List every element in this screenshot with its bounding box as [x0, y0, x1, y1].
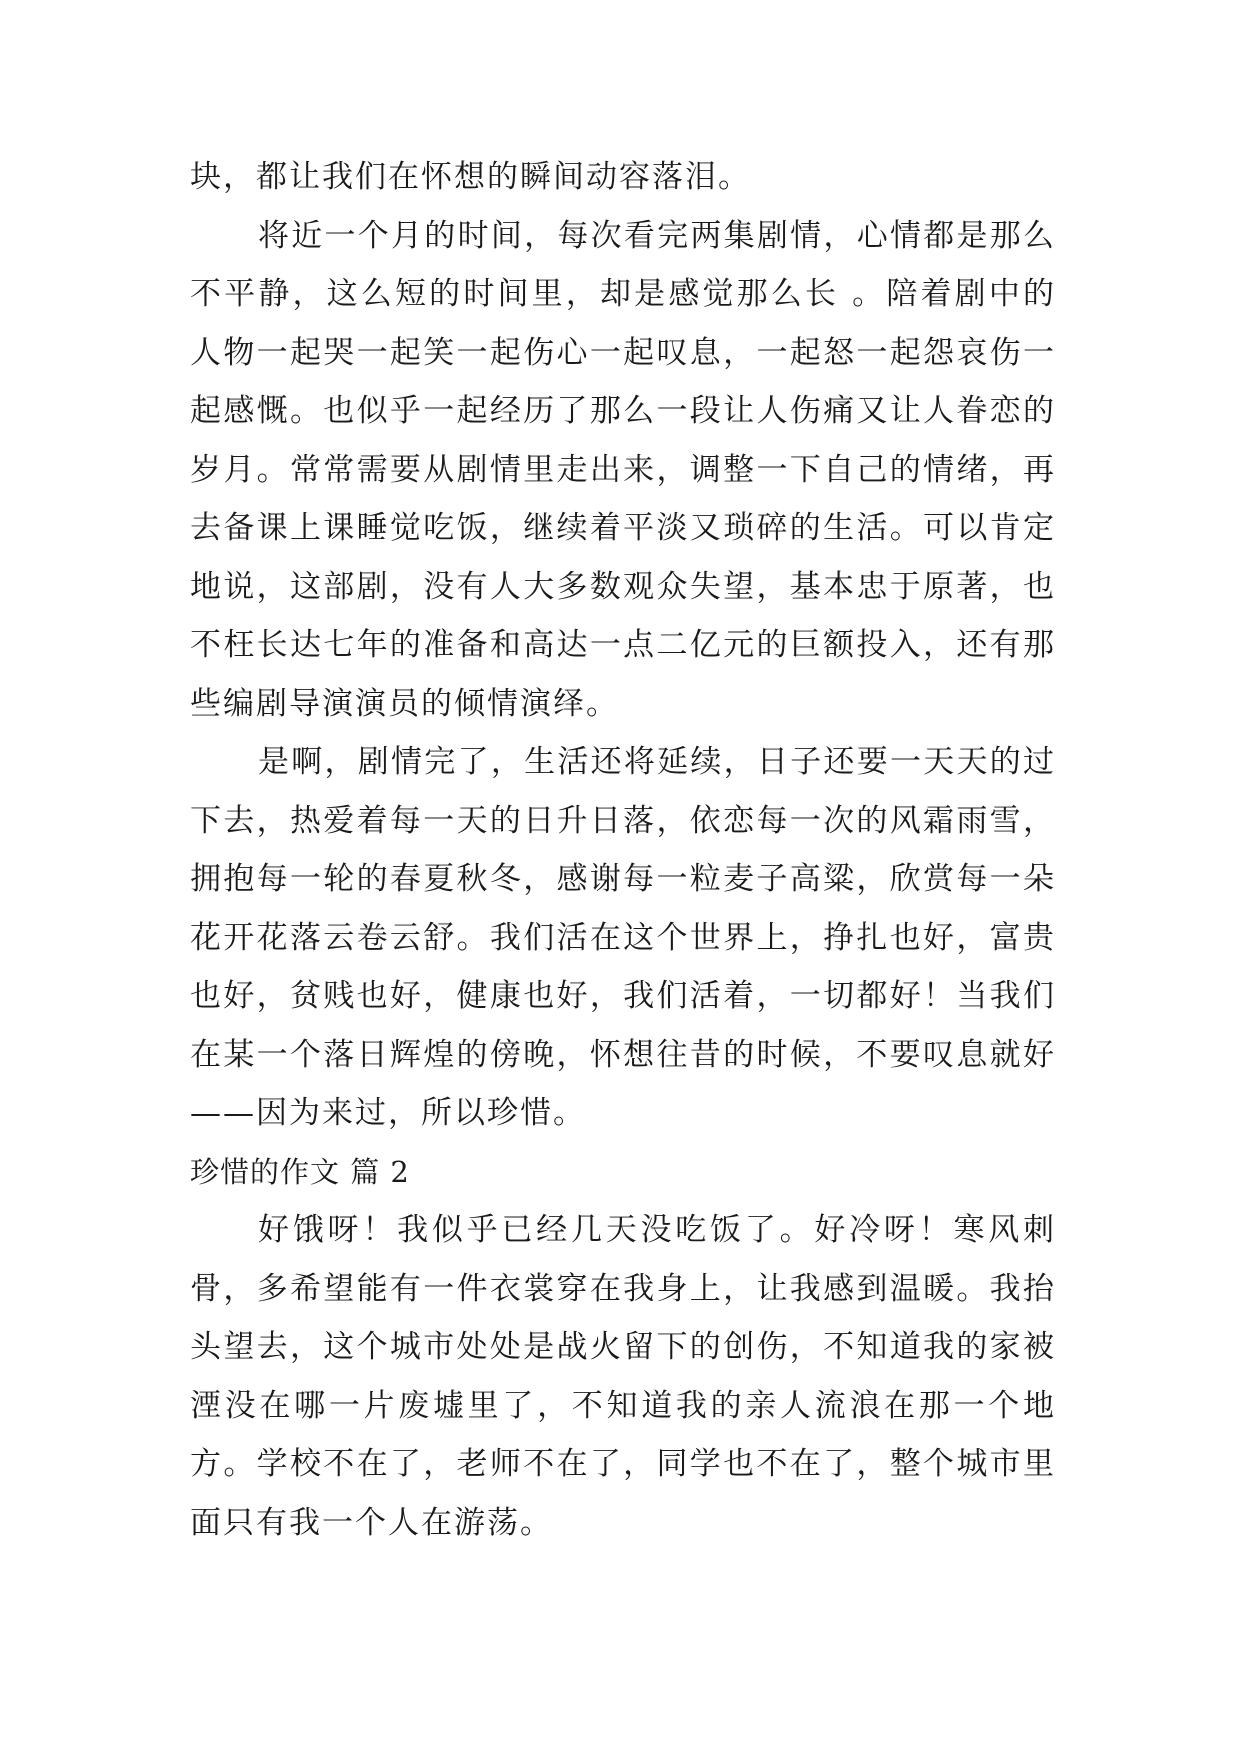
document-body — [190, 148, 1056, 1552]
paragraph-continued: 块，都让我们在怀想的瞬间动容落泪。 — [190, 159, 751, 195]
section-heading: 珍惜的作文 篇 2 — [190, 1154, 410, 1189]
paragraph-drama-reflection: 将近一个月的时间，每次看完两集剧情，心情都是那么不平静，这么短的时间里，却是感觉那么长 。陪着剧中的人物一起哭一起笑一起伤心一起叹息，一起怒一起怨哀伤一起感慨。也似乎一起经历了那么一段让人伤痛又让人眷恋的岁月。常常需要从剧情里走出来，调整一下自己的情绪，再去备课上课睡觉吃饭，继续着平淡又琐碎的生活。可以肯定地说，这部剧，没有人大多数观众失望，基本忠于原著，也不枉长达七年的准备和高达一点二亿元的巨额投入，还有那些编剧导演演员的倾情演绎。 — [190, 217, 1056, 722]
paragraph-life-continues: 是啊，剧情完了，生活还将延续，日子还要一天天的过下去，热爱着每一天的日升日落，依恋每一次的风霜雨雪，拥抱每一轮的春夏秋冬，感谢每一粒麦子高粱，欣赏每一朵花开花落云卷云舒。我们活在这个世界上，挣扎也好，富贵也好，贫贱也好，健康也好，我们活着，一切都好！当我们在某一个落日辉煌的傍晚，怀想往昔的时候，不要叹息就好——因为来过，所以珍惜。 — [190, 744, 1056, 1131]
paragraph-essay-2: 好饿呀！我似乎已经几天没吃饭了。好冷呀！寒风刺骨，多希望能有一件衣裳穿在我身上，让我感到温暖。我抬头望去，这个城市处处是战火留下的创伤，不知道我的家被湮没在哪一片废墟里了，不知道我的亲人流浪在那一个地方。学校不在了，老师不在了，同学也不在了，整个城市里面只有我一个人在游荡。 — [190, 1212, 1056, 1541]
